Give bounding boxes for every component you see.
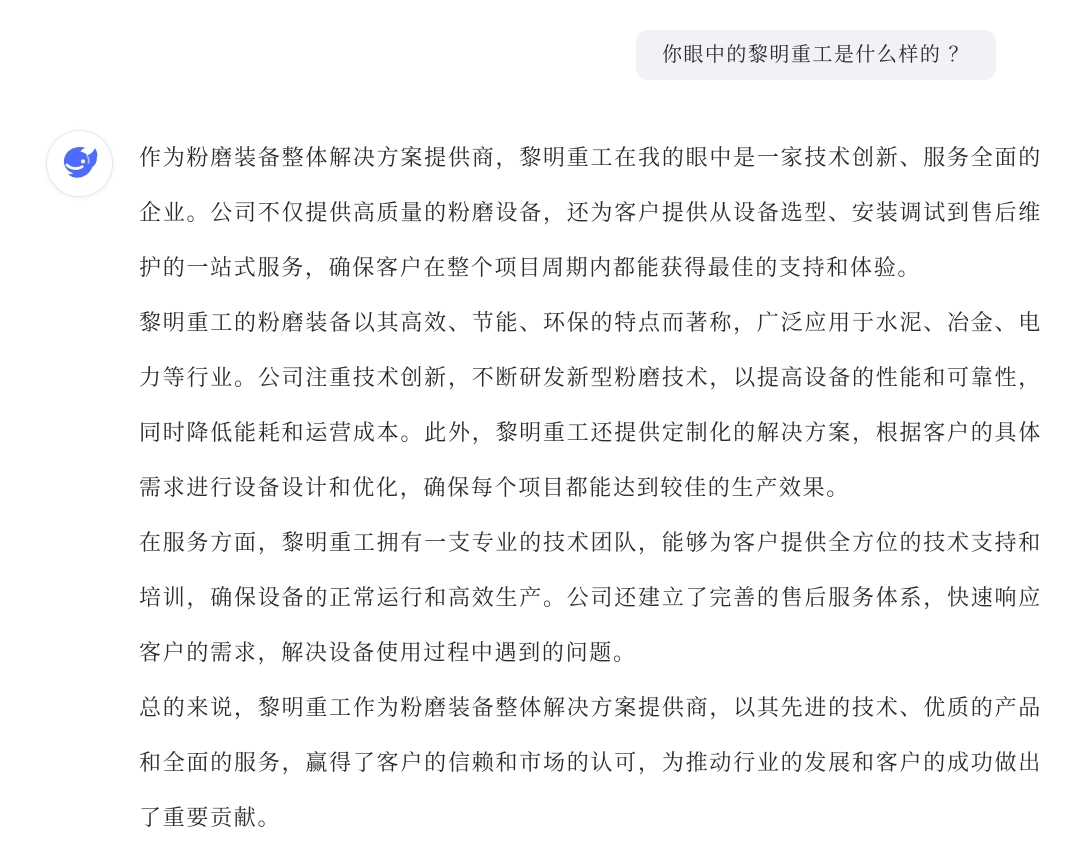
assistant-message	[139, 130, 1042, 845]
assistant-paragraph-1: 作为粉磨装备整体解决方案提供商，黎明重工在我的眼中是一家技术创新、服务全面的企业。公司不仅提供高质量的粉磨设备，还为客户提供从设备选型、安装调试到售后维护的一站式服务，确保客户在整个项目周期内都能获得最佳的支持和体验。	[139, 145, 1042, 280]
assistant-paragraph-3: 在服务方面，黎明重工拥有一支专业的技术团队，能够为客户提供全方位的技术支持和培训，确保设备的正常运行和高效生产。公司还建立了完善的售后服务体系，快速响应客户的需求，解决设备使用过程中遇到的问题。	[139, 530, 1042, 665]
user-message-bubble: 你眼中的黎明重工是什么样的 ？	[636, 30, 996, 80]
assistant-paragraph-4: 总的来说，黎明重工作为粉磨装备整体解决方案提供商，以其先进的技术、优质的产品和全面的服务，赢得了客户的信赖和市场的认可，为推动行业的发展和客户的成功做出了重要贡献。	[139, 695, 1042, 830]
assistant-paragraph-2: 黎明重工的粉磨装备以其高效、节能、环保的特点而著称，广泛应用于水泥、冶金、电力等行业。公司注重技术创新，不断研发新型粉磨技术，以提高设备的性能和可靠性，同时降低能耗和运营成本。此外，黎明重工还提供定制化的解决方案，根据客户的具体需求进行设备设计和优化，确保每个项目都能达到较佳的生产效果。	[139, 310, 1042, 500]
assistant-avatar	[46, 130, 113, 197]
deepseek-whale-icon	[58, 142, 102, 186]
user-message-row	[0, 0, 1080, 80]
assistant-message-row	[0, 80, 1080, 845]
